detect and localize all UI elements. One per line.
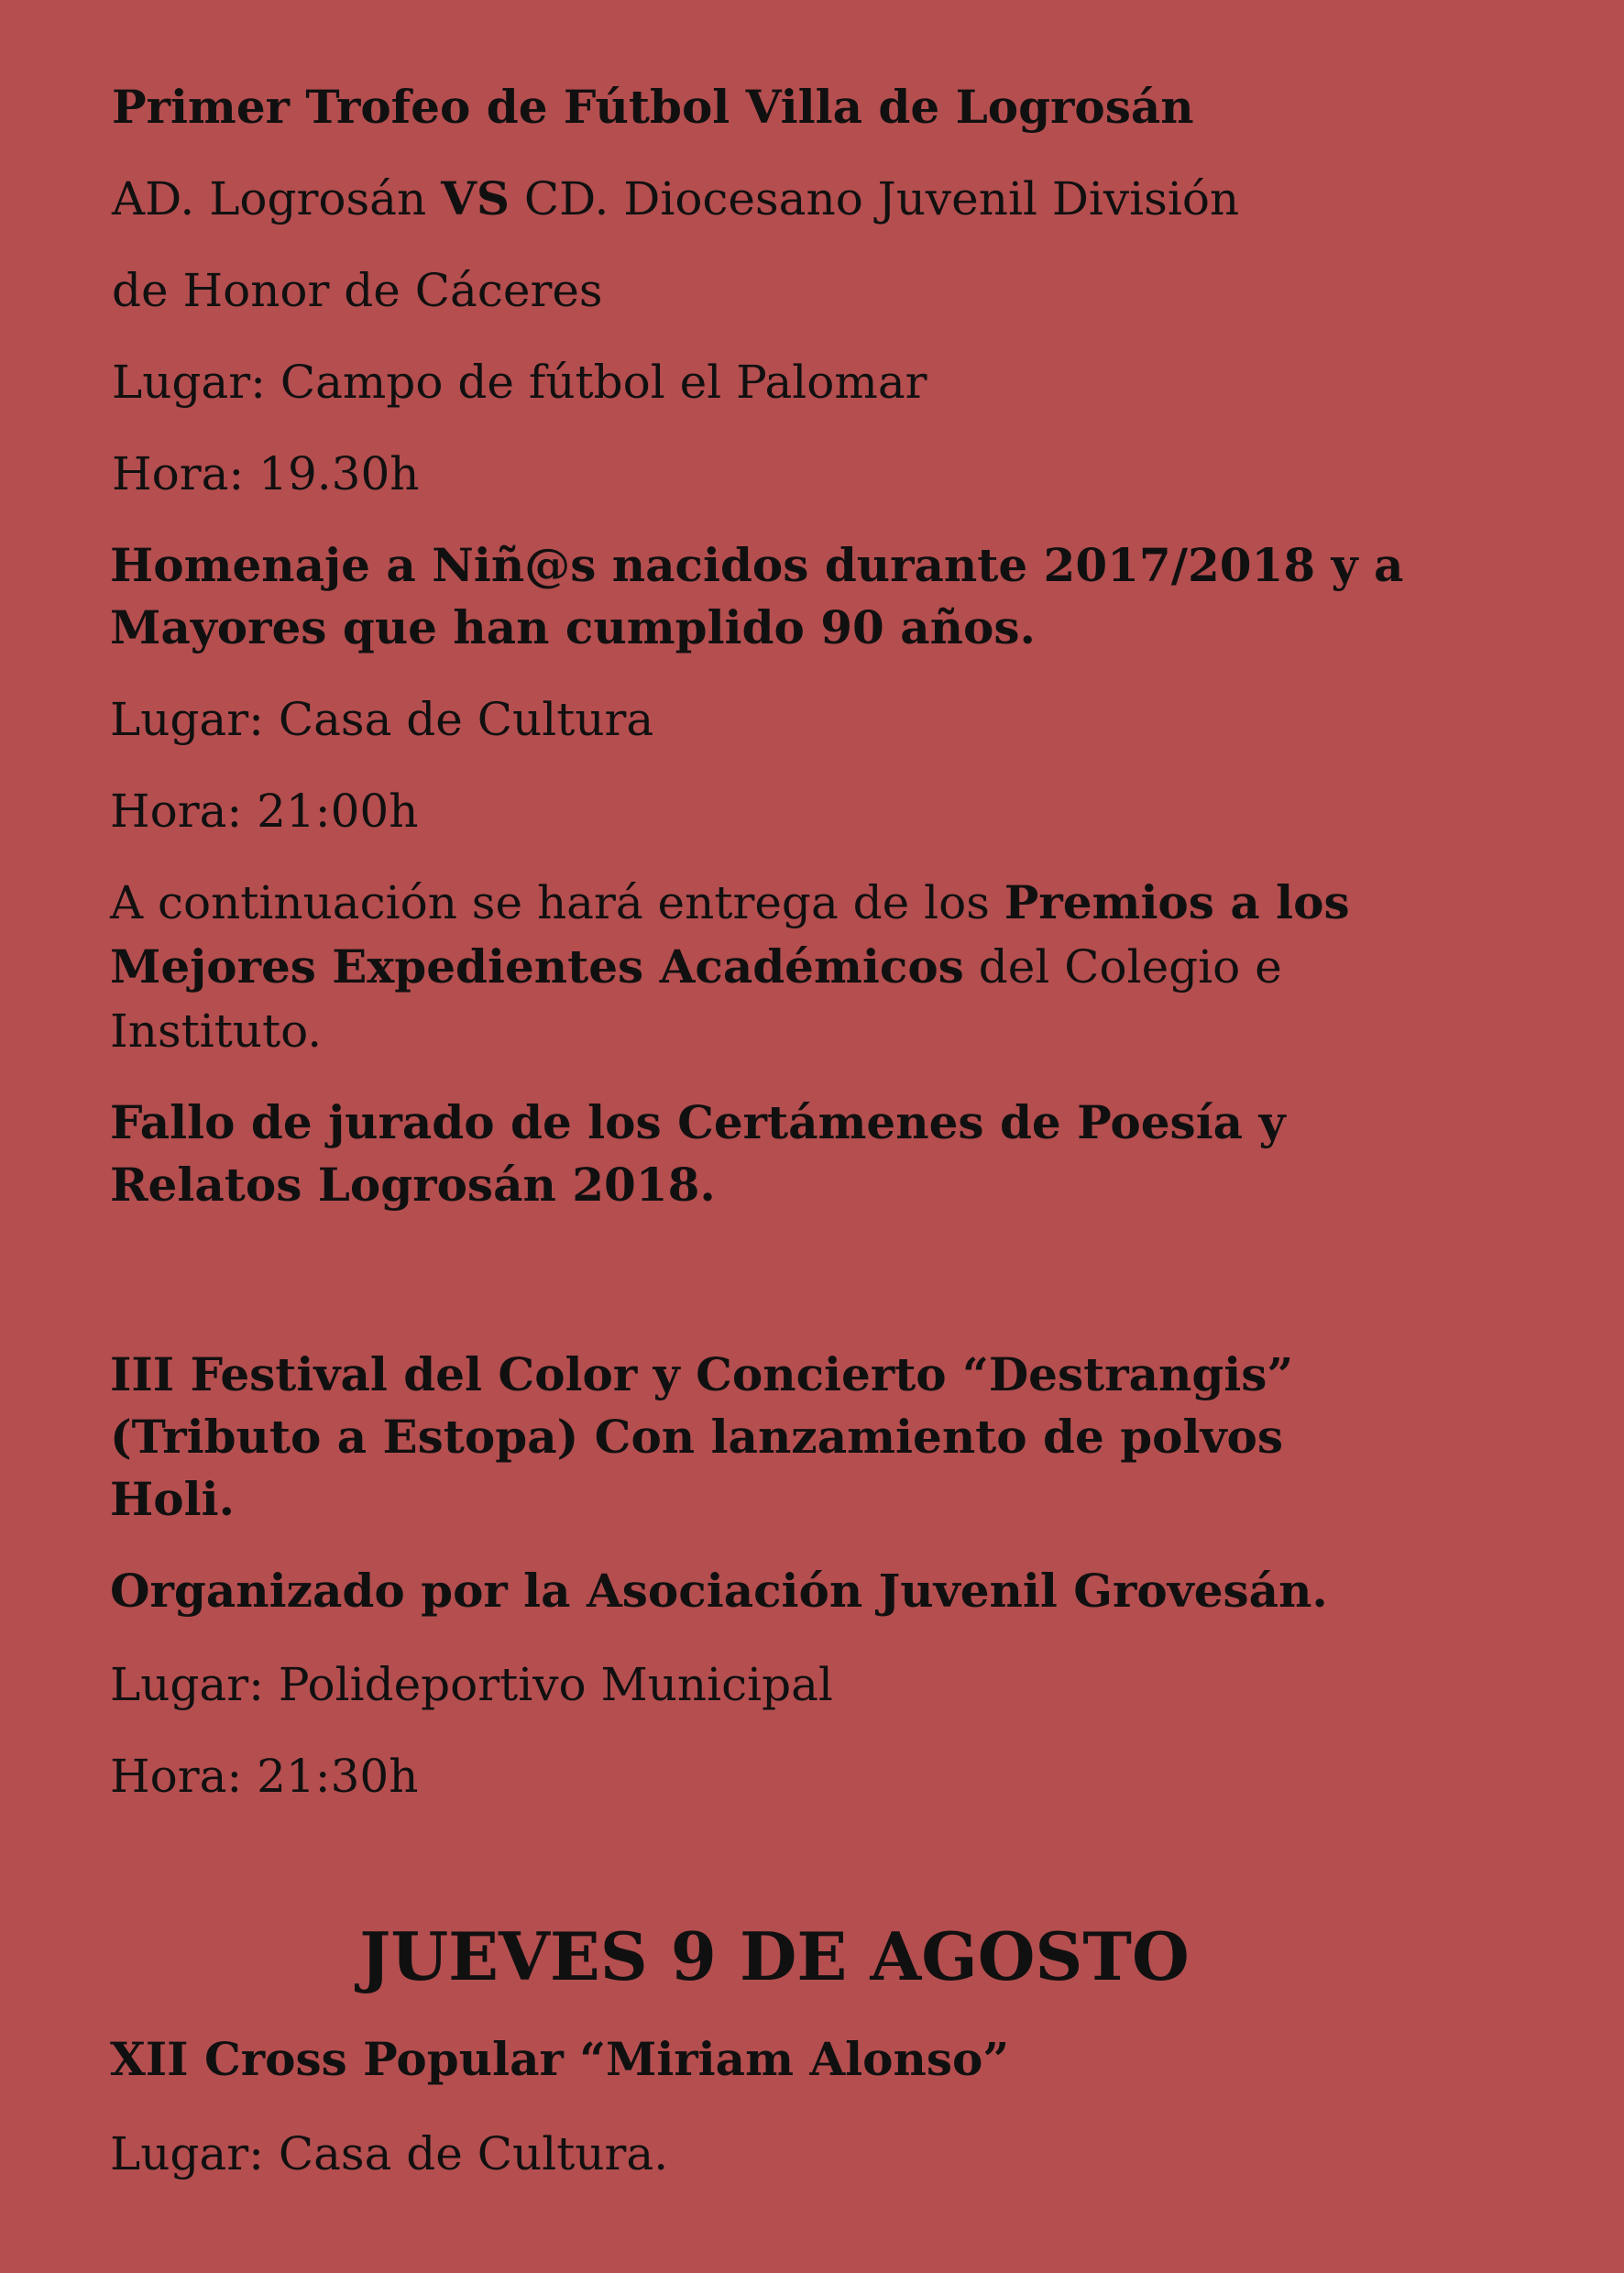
match-line: [112, 167, 1239, 231]
event-organizer: Organizado por la Asociación Juvenil Grovesán.: [110, 1564, 1328, 1618]
team-home: AD. Logrosán: [112, 172, 442, 225]
event-place: Lugar: Polideportivo Municipal: [110, 1658, 833, 1711]
event-title-festival-line3: Holi.: [110, 1472, 235, 1526]
match-line-continued: de Honor de Cáceres: [112, 264, 603, 317]
awards-intro: A continuación se hará entrega de los: [110, 876, 1004, 929]
awards-name-part1: Premios a los: [1004, 875, 1350, 929]
event-time: Hora: 21:30h: [110, 1750, 419, 1803]
vs-label: VS: [441, 171, 510, 225]
awards-name-part2: Mejores Expedientes Académicos: [110, 939, 964, 994]
awards-suffix: del Colegio e: [963, 940, 1282, 994]
awards-line2: [110, 935, 1282, 999]
event-time: Hora: 21:00h: [110, 785, 419, 838]
event-title-homage-line2: Mayores que han cumplido 90 años.: [110, 600, 1036, 654]
team-away: CD. Diocesano Juvenil División: [510, 172, 1240, 225]
event-title-contest-line1: Fallo de jurado de los Certámenes de Poesía y: [110, 1095, 1286, 1149]
awards-line3: Instituto.: [110, 1005, 323, 1058]
awards-line1: [110, 871, 1350, 935]
event-title-cross: XII Cross Popular “Miriam Alonso”: [110, 2032, 1010, 2086]
event-place: Lugar: Casa de Cultura.: [110, 2127, 669, 2180]
event-time: Hora: 19.30h: [112, 447, 420, 500]
event-title-homage-line1: Homenaje a Niñ@s nacidos durante 2017/2018 y a: [110, 538, 1404, 592]
event-title-festival-line2: (Tributo a Estopa) Con lanzamiento de polvos: [110, 1410, 1284, 1464]
event-place: Lugar: Campo de fútbol el Palomar: [112, 356, 927, 409]
day-heading: JUEVES 9 DE AGOSTO: [359, 1917, 1190, 1995]
event-place: Lugar: Casa de Cultura: [110, 693, 654, 746]
event-title-festival-line1: III Festival del Color y Concierto “Destrangis”: [110, 1347, 1294, 1401]
event-title-contest-line2: Relatos Logrosán 2018.: [110, 1158, 716, 1212]
event-title-football-trophy: Primer Trofeo de Fútbol Villa de Logrosán: [112, 80, 1194, 134]
